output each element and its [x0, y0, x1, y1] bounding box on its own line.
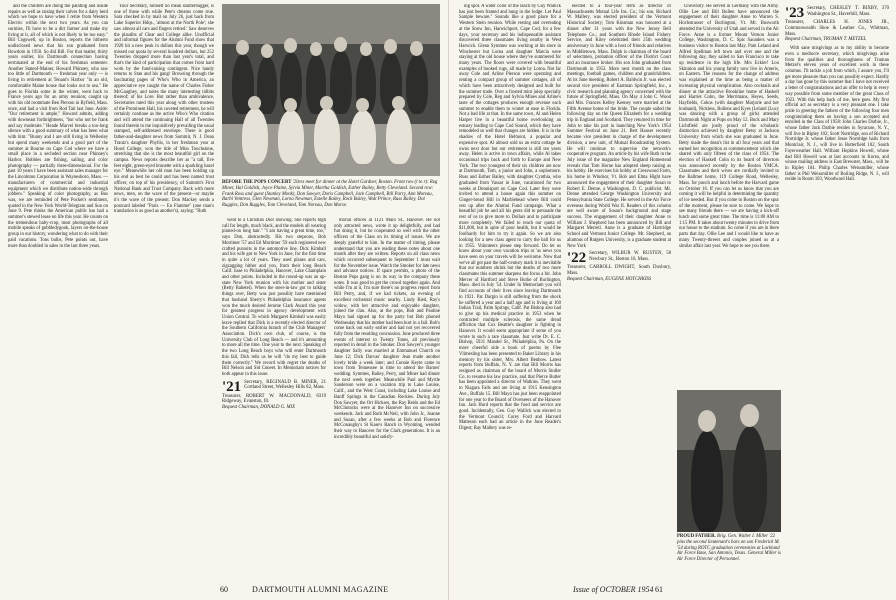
class-1922-treasurer: Treasurer, CARROLL DWIGHT, South Duxbury, Mass. — [567, 265, 671, 277]
left-column-2-text: Your Secretary, himself no mean shutterbugger, is one of those with while Pete's dreams come true. Sara checked in by mail on July 26, just back from Lake Superior Hdqs., 'almost at the North Pole'; she saw almost all cars and fingers retired.' Saw deserves the plaudits of Clear and College alike. Unofficial and informal figures for the Alumni Fund show that 1920 hit a new peak in dollars this year, though we missed our quota by several hundred dollars, but 252 Twenties dropped more than last year's total, and that's the kind of participation that comes from hard work by the fund-raising contingent. Nice handy returns to Stan and his gang! Browsing through the fascinating pages of Who's Who in America, an appreciative eye caught the name of Charles Fisher McGaughey, and notes the many interesting tidbits thereof; of his Lore. But rather than ambivalence, Secretaries rated this year along with other trustees of the Prominent Hall, his coveted retirement, he will certainly continue as the active Who's Who citation and will attend the continuing Hall of all Twenties found therein to me inquisitively prevailing the usual stamped, self-addressed envelope. There is good father-and-daughter news from Summit, N. J. Dean Trautz's daughter Phyllis, in her freshman year at Hood College, won the title of Miss Touchstone, stretching that she is the most beautiful girl on the campus. News reports describe her as "a tall, five feet eight, green-eyed brunette with a sparkling hazel eye." Meanwhile her old man has been holding up his end as best he could and has been named trust officer, on top of his presidency, of Summit's First National Bank and Trust Company. Back with more news, men, on the wave of the present—or maybe it's the wave of the present. Don Mackey sends a postcard labeled "Paris — En Flamme" (one man's translation is as good as another's), saying: "Ruth — [114, 4, 214, 215]
left-column-1-text: and the children are doing the painting and inside repairs as well as raising their calves for a dairy herd which we hope to have when I retire from Western Electric within the next two years. As you can surmise, I'll have to be a dirt farmer and make my living at it, all of which is not likely to be too easy." Bill Cogswell, up in Boston, reports the hitherto undisclosed news that his son graduated from Bowdoin in 1950. So did Bill. For that matter, thirty years earlier, his Dartmouth connection having terminated at the end of his freshman semester. Another Stateof-Mainer, Howard Phinney, who saw too little of Dartmouth — freshman year only — is living in retirement at Tenant's Harbor "in an old, comfortable Maine house that looks out to sea." He goes to Florida some in the winter, went back to France years ago for an army reunion; caught up with his old roommate Ben Pierson in Byfield, Mass. once, and had a visit from Rod Tait last June. Aside: "Our retirement is ample," Howard admits, adding with downeast forthrightness, "but who not be frank and say moderate." Heade Marvel breaks a too-long silence with a good summary of what has been what with him: "Bunny and I are still living in Wellesley but spend many weekends and a good part of the summer at Bourne on Cape Cod where we have a small place in a secluded section near Phinney's Harbor. Hobbies are fishing, sailing, and color photography — partially three-dimensional. For the past 10 years I have been assistant sales manager for the Lincolnton Corporation in Waynesboro, Mass. — manufacturers of commercial and industrial equipment which we distribute nation-wide through jobbers." Speaking of color photography, as Bus was, we are reminded of Pete Pocket's sentiment, quoted in the New York World-Telegram and Sun on June 9. Pete thinks the American public has had a summer's stewed lease on life this year. He counts on the tremendous baby-crop, most photographs of all mobile speaks of gobbledygook, layers on-the-house group in our history, wondering what to do with their paid vacations. Tons bulbs, Pete points out, have more than doubled in sales in the last three years. — [8, 4, 108, 249]
class-1922-header — [567, 251, 671, 282]
left-column-2 — [114, 4, 214, 578]
right-column-4 — [785, 4, 889, 578]
photo-caption-text: '20ers meet for dinner at the Hotel Gardner, Boston. Front row (l to r): Reg Miner, Hal Goldish, Joyce Plaine, Sylvia Miner, Martha Goldish, Esther Bailey, Betty Cleveland. Second row: Frank Ross and guest (Stanley Monk), Don Sawyer, Doris Campbell, Jack Campbell, Bill Parry, Ann Moreau, Barbi Ventress, Glen Newman, Lorna Newman, Estelle Bailey, Rock Bailey, Walt Prince, Russ Bailey, Dot Ruggles, Don Ruggles, Tom Cleveland, Tom Noreau, Don Morse. — [222, 180, 438, 209]
class-1922-year: '22 — [567, 250, 587, 267]
class-1921-bequest-chairman: Bequest Chairman, DONALD G. MIX — [222, 405, 296, 411]
class-1923-treasurer: Treasurer, CHARLES H. JONES JR., Commonwealth Shoe & Leather Co., Whitman, Mass. — [785, 20, 889, 37]
right-column-3-text: University. He served in Germany with the Army. Ollie Lee and Bill Bullen have announced the engagement of their daughter Anne to Warren S. Hochstrasser of Burlington, Vt. Mr. Bosworth attended the University of Utah and served in the Air Force. Anne is a former Mount Vernon Junior College, Washington, D. C. Spic Saunders was a business visitor to Boston last May. Pam Leland and Alfred Spellman left town and over one and the following day, they sailed to San Francisco to take up residence in the high life. Mrs Eckler! Lou Skinnion and his young family now live in Ameris, on Eastern. The reasons for the change of address was explained at the time as being a matter of increasing physical complication. Also cocktails and dinner at the attractive Brookline home of Haskell and Harriet Cohn, the Merrimans, Heyes, Seeds, Hayfields, Cohns (with daughter Marjorie and her husband), Nickless, Bullens and Kyes (Leland (Lucy was dancing with a group of girls) attended Dartmouth Night at Pops on May 12. Buck and Mary Lichtfield are justly proud of the scholastic distinction achieved by daughter Betsy at Jackson University from which she was graduated in June. Betty made the dean's list in all four years and that earned her recognition at commencement which she shared with only fifteen of the class of 1954. The election of Haskell Cohn to its board of directors was announced recently by the Boston YMCA. Classmates and their wives are cordially invited to the Ballmer home, 119 College Road, Wellesley, Mass. for punch and lunch before the Harvard game on October 16. If you can let us know that you are coming it will be helpful in determining the quantity of ice needed. But if you come to Boston on the spur of the moment, please be sure to come. We hope to see many friends there — we are having a kick-off lunch and some great time. The time is 11:00 AM to 1:15 PM. It takes about twenty minutes to drive from our house to the stadium. So come if you are in there parts that day. Ollie Lee and I would like to have as many Twenty-threers and couples joined us at a similar affair last year. We hope to see you there. — [679, 4, 779, 249]
class-1923-header — [785, 6, 889, 43]
class-1921-header — [222, 380, 326, 411]
right-column-1-text: ing spot. A water color of the ranch by Guy Wallick has just been framed and hung in the lodge. Let Paul Sample beware." Sounds like a good place for a Western Stein reunion. While resting and overeating at the Snow Inn, Harwichport, Cape Cod, for a few days, your secretary and his indispensable assistant discovered three classmates living nearby in West Harwich. Glenn Symmes was working at his store in Winchester but Lorna and daughter Marcia were staying at the old house where they've summered for many years. The floors were covered with beautiful examples of hooked rugs, all made by Lorna. Not far away Cole and Arline Pierson were operating and renting a compact group of summer cottages, all of which have been attractively designed and built for the summer trade. Over a frosted mint julep specially prepared by Cole, Reg and Sylvia Mines and Arline's taste of the cottages produces enough revenue each summer to enable them to winter at ease in Florida. Not a bad life at that. In the same town, Al and Helen Harper live in a beautiful home overlooking an estuary leading to Cape Cod Sound, which they have remodeled so well that changes are hidden. It is in the shadow of the Hotel Belmont, a popular and expensive spot. Al almost sold us an extra cottage he owns next door but our retirement is still ten years away. Helen is active in town affairs, while Al takes occasional trips back and forth to Europe and New York. The two youngest of their six children are now at Dartmouth, Tom, a junior and John, a sophomore. Russ and Esther Bailey, with daughter Cynthia, who graduated from Vassar in June, vacationed for two weeks at Dennisport on Cape Cod. Later they were invited to attend a house again this summer on Ginger-bread Hill in Marblehead where Bill could rest up after the Alumni Fund campaign. What a beautiful job he and all his gents did to persuade the rest of us to give more to Dollars and to participate more completely. We failed to reach our quota of $11,000, but in spite of poor health, but it would be foolhardy for him to try it again. So we are also looking for a new class agent to carry the ball for us in 1955. Volunteers please step forward. Do let us know about your own vacation trips or 'as news you have seen on your travels will be welcome. Now that we've all got past the half-century mark it is inevitable that our numbers shrink but the deaths of two more classmates this summer sharpens the focus a bit. John Mercer of Hartford and Steve Burke of Burlington, Mass. died in July '54. Under In Memoriam you will find accounts of their lives since leaving Dartmouth in 1921. Pat Durgin is still suffering from the shock he suffered a year and a half ago and is living at 160 Indian Trail, Palm Springs, Calif. Pat Bishop also had to give up his medical practice in 1953 when he contracted multiple sclerosis, the same dread affliction that Cox Beattie's daughter is fighting in Hanover. It would seem appropriate if some of you wrote to such a rare classmate. Just write Dr. E. C. Bishop, 5931 Mandel St., Philadelphia, Pa. On the more cheerful side a book of poems by Flee Vlimesling has been presented to Baker Library in his memory by his sister, Mrs. Albert Benbow. Latest reports from Buffalo, N. Y. are that Bill Morris has resigned as chairman of the board of Morris Stuller Co. to resume his law practice, and that Pierce Butler has been appointed a director of Watkins. They went to Niagara Falls and are living at 1915 Kensington Ave., Buffalo 15. Bill Mayo has just been reappointed for one year to the Board of Overseers of the Hanover Inn. Jack Hurd reports that the food and service are good. Incidentally, Gen. Guy Wallick was elected to the Vermont Council; Corey Ford and Harvard Matteson each had an article in the June Reader's Digest; Ray Mallery was re- — [459, 4, 561, 432]
right-column-2 — [567, 4, 671, 578]
class-1922-bequest-chairman: Bequest Chairman, EUGENE HOTCHKISS — [567, 276, 652, 282]
class-dinner-photo — [222, 4, 440, 176]
class-1921-treasurer: Treasurer, ROBERT W. MACDONALD, 8319 Ridgeway, Evanston, Ill. — [222, 393, 326, 405]
issue-label: Issue of OCTOBER 1954 — [573, 585, 654, 594]
right-page-number: 61 — [655, 585, 663, 594]
magazine-title: DARTMOUTH ALUMNI MAGAZINE — [252, 585, 389, 594]
class-1922-secretary: Secretary, WILBUR W. RUSTEN, 58 Newbury St., Boston 16, Mass. — [589, 251, 671, 263]
class-1923-secretary: Secretary, CHESLEY T. BIXBY, 370 Washington St., Haverhill, Mass. — [807, 6, 889, 17]
left-column-1 — [8, 4, 108, 578]
right-page — [448, 0, 896, 600]
left-column-4 — [334, 218, 440, 578]
proud-father-caption-text: Brig. Gen. Walter I. Miller '22 pins the second lieutenant's bars on son Frederick M. '54 during ROTC graduation ceremonies at Lackland Air Force Base, San Antonio, Texas. General Miller is Air Force Director of Personnel. — [677, 534, 781, 563]
proud-father-caption — [677, 534, 783, 563]
right-column-4-text: With sane misgivings as to my ability to become even a mediocre secretary, which misgivings arise from the qualities and thoroughness of Truman Metzel's eleven years of excellent work in these columns. I'll tackle a job from which, I assure you, I'll get more pleasure than you can possibly expect. Hardly a day has gone by this summer that I have not received a letter of congratulations and an offer to help in every way possible from some member of the great Class of 1923. With this help back of me, here goes. My first official act as secretary is a very pleasant one. I take pride in greeting the fathers of the following four men congratulating them on having a son accepted and enrolled in the Class of 1958: John Charles Darbie, Jr., whose father Jack Darbie resides in Syracuse, N. Y., will live in Ripley 102; Scott Nortridge, son of Richard Nortridge Jr. whose father Jesse Nortridge hails from Montclair, N. J., will live in Butterfield 102, South Fayerweather Hall. William Hopkins Howell, whose dad Bill Howell was at last accounts in Korea, and whose mailing address is East Brewster, Mass., will be in Ripley 104. Philip Charles Weissmiller, whose father is Phil Weissmiller of Boiling Ridge, N. J., will reside in Room 103, Woodward Hall. — [785, 46, 889, 183]
photo-caption-title: BEFORE THE POPS CONCERT — [222, 180, 292, 185]
left-column-3-text: went to a Christian Dior showing. She reports high call for length, much black, and the models all wearing pinned-on long hair." "I am having a great time, too," says Don, abstractedly. His two stepsons, Bob Mortimer '57 and Ed Mortimer '59 each registered new crafted pursuits in the automotive line. Dick Kimball and his wife got to New York in June, for the first time in quite a lot of years. They used planes and cars, zigzagging hither and yon, from their long Beach Calif. base to Philadelphia, Hanover, Lake Champlain and other points. Included in the round-up was an up-state New York reunion with his mother and sister (Betty Babetel). When the steer-in-law got to talking things over, Betty was just possibly have mentioned that husband Sherry's Philadelphia insurance agents won the much desired Jerome Clark Award this year for greatest progress in agency development with Union Central. To which Margaret Kimball was easily leave replied that Dick is a recently elected director of the Southern California branch of the Club Managers' Association. Dick's own club, of course, is the University Club of Long Beach — and it's amounting to more all the time. One year to the next. Speaking of the two Long Beach boys who will enter Dartmouth this fall, Dick tells us he will "do my best to guide them correctly." We record with regret the deaths of Bill Nelson and Sid Coneet. In Memoriam notices for both appear in this issue. — [222, 218, 326, 377]
left-page-number: 60 — [220, 585, 228, 594]
class-1923-bequest-chairman: Bequest Chairman, TRUMAN T. METZEL — [785, 37, 867, 43]
proud-father-caption-title: PROUD FATHER. — [677, 534, 716, 539]
class-1921-secretary: Secretary, REGINALD B. MINER, 21 Cortland Street, Wellesley Hills 82, Mass. — [244, 379, 326, 391]
right-column-1 — [459, 4, 561, 578]
right-column-2-text: elected to a four-year term as director of Massachusetts Mutual Life Ins. Co.; his son, Richard W. Mallery, was elected president of the Vermont Historical Society; Tom Kinsman was honored at a dinner after 31 years with the New Jersey Bell Telephone Co.; and Southern Rhode Island Fishery Service, and Kiley celebrated their 25th wedding anniversary in June with a host of friends and relatives in Middletown, Mass. Dolph is chairman of the board of selectmen, probation officer of the District Court and an insurance broker. His son John graduated from Dartmouth in 1953. More next month on the class meetings, football games, children and grandchildren. At its June meeting, Robert A. Baldwin Jr. was elected second vice president of Eastman Springfield, Inc., a civic research and planning agency concerned with the future of Springfield, Mass. On May 4 John C. Wood and Mrs. Frances Kelley Keeney were married at the Fifth Avenue home of the bride. The couple sailed the following day on the Queen Elizabeth for a wedding trip in England and Scotland. They returned in time for John to take his part in launching New York's 1954 Summer Festival on June 21. Bert Hauser recently became vice president in charge of the development division, a new unit, of Mutual Broadcasting System. He will continue to supervise the network's cooperative program. An article by his wife Ruth in the July issue of the magazine New England Homestead reveals that Tom Horne has adopted sheep raising as his hobby. He exercises his hobby at Cresswood Farm, his home in Windsor, Vt. Bob and Elma Hight have announced the engagement of their daughter Susan to Robert E. Denne, a Washington, D. C. publicist. Mr. Denne attended George Washington University and Pennsylvania State College. He served in the Air Force overseas during World War II. Readers of this column are well aware of Susan's background and stage success. The engagement of their daughter Anne to William J. Shepherd has been announced by Bill and Margaret Merrell. Anne is a graduate of Hartridge School and Vermont Junior College. Mr. Shepherd, an alumnus of Rutgers University, is a graduate student at New York — [567, 4, 671, 249]
class-1923-year: '23 — [785, 5, 805, 21]
left-column-3 — [222, 218, 326, 578]
proud-father-photo — [677, 390, 781, 532]
left-column-4-text: morial offices at 1121 Main St., Hanover. He not only attracted news, wrote it up delightfully, and had fun doing it, but he cooperated so well with the other officers of the Class on its timing of issues. We are deeply grateful to him. In the matter of timing, please understand that you are reading these notes about one month after they are written. Reports on all class news which occurred subsequent to September 1 must wait for the November issue. Watch the Smoker for late news and advance notices. If space permits, a photo of the Boston Pops gang is on its way in the company these notes. It was good to get the crowd together again. And while I'm at it, I'm sure there's no progress report from Bill Perry, and, if we had tickets, an evening of excellent orchestral music nearby. Lindy Ried, Ray's widow, with her attractive and enjoyable daughter, joined the clan. Also, at the pops, Bob and Pauline Mayo had signed up for the party but Bob phoned Wednesday that his mother had been hurt in a fall. Bob's come back out early earlier and had not yet recovered fully from the resulting concussion. June produced three events of interest to Twenty Tones, all previously reported in detail in the Smoker. Don Sawyer's younger daughter Sally was married at Emmanuel Church on June 12; Dick Darvas' daughter Jean made another lovely bride a week later; and Connie Keyte came to town from Tennessee in time to attend the Barnes' wedding. Symmes, Bailey, Perry, and Miner had dinner the next week together. Meanwhile Paul and Myrtle Sanderson were on a vacation trip to Lake Louise, Calif., and the West Coast, including Lake Louise and Banff Springs in the Canadian Rockies. During July Don Sawyer, the Ort Hickses, the Ray Reids and the Ed McClintocks were at the Hanover Inn on successive weekends. Jack and Ruth McNeil, with John Jr., Joanne and Susan, after a few weeks at Bob and Florence McConaughy's St Kase's Ranch in Wyoming, wended their way to Hanover for the Clark generations. It is an incredibly beautiful and satisfy- — [334, 218, 440, 440]
class-1921-year: '21 — [222, 378, 242, 395]
class-dinner-photo-caption — [222, 180, 440, 209]
